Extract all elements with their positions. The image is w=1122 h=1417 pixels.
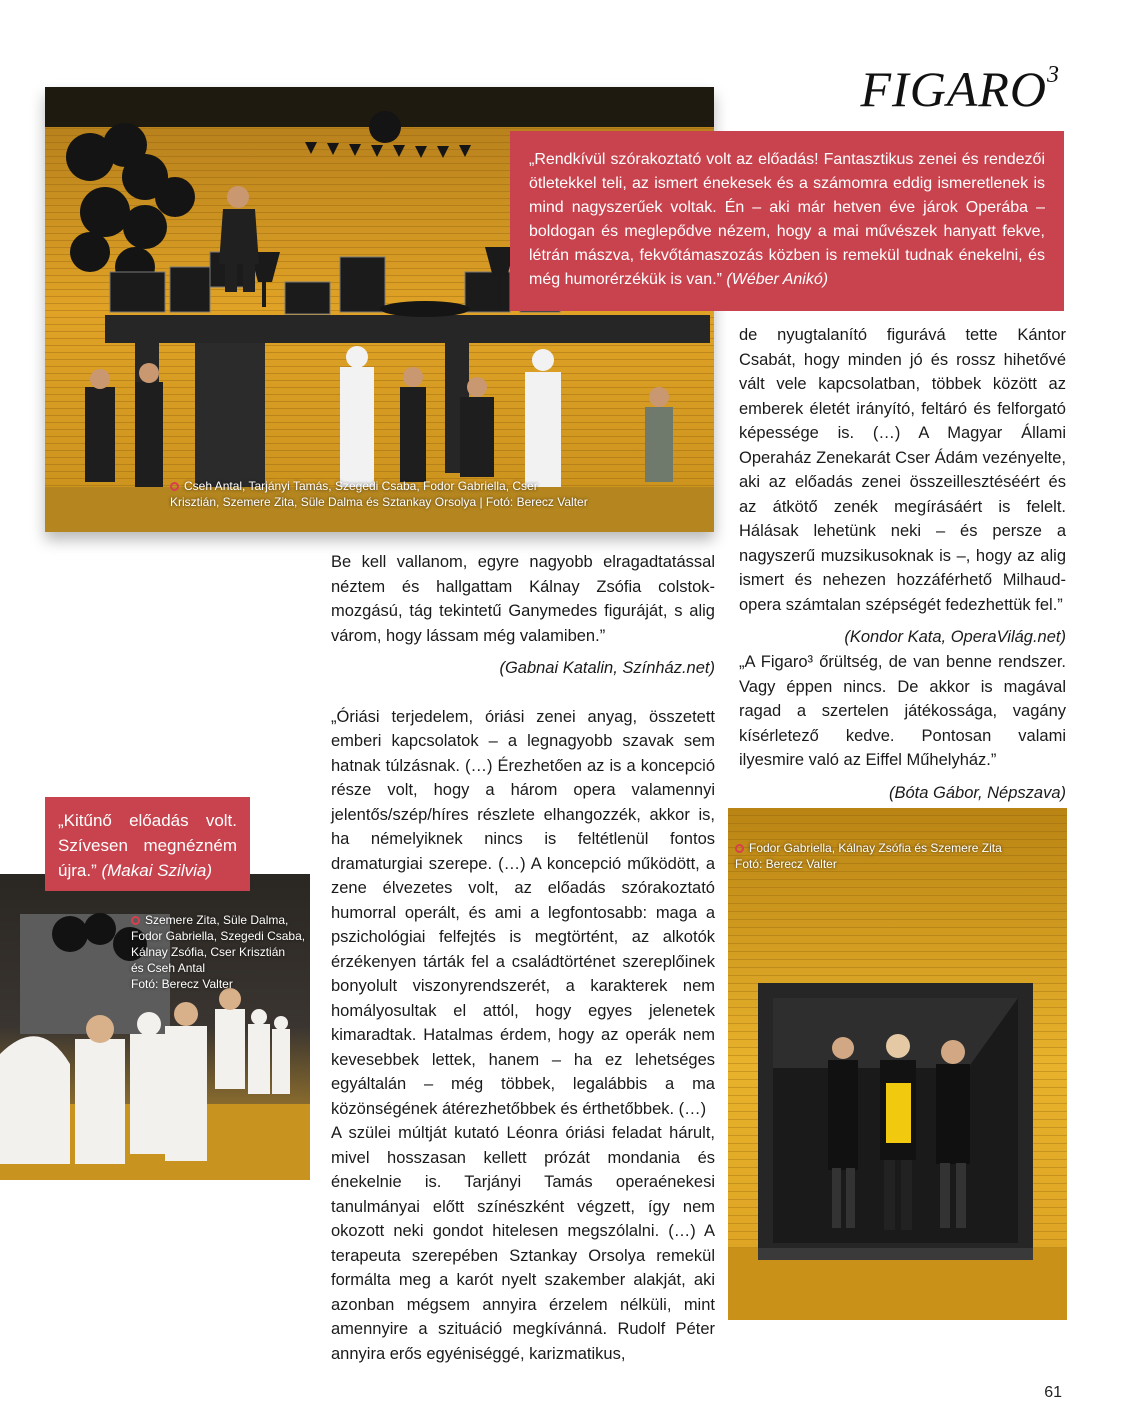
page-number: 61 [1044,1384,1062,1401]
quote-text: „Kitűnő előadás volt. Szívesen megnézném újra.” [58,811,237,880]
quote-text: „Rendkívül szórakoztató volt az előadás! Fantasztikus zenei és rendezői ötletekkel teli, az ismert énekesek és a számomra eddig ismeretlenek is mind nagyszerűek voltak. Én – aki már hetven éve járok Operába – boldogan és meglepődve nézem, hogy a mai művészek hanyatt fekve, létrán mászva, fekvőtámaszozás közben is remekül tudnak énekelni, és még humorérzékük is van.” [529,151,1045,288]
article-paragraph: „A Figaro³ őrültség, de van benne rendszer. Vagy éppen nincs. De akkor is magával ragad a szertelen játékossága, vagány kísérletező kedve. Pontosan valami ilyesmire való az Eiffel Műhelyház.” [739,653,1066,769]
article-column-right-upper [739,323,1066,650]
caption-marker-icon [735,844,744,853]
article-column-center [331,550,715,1366]
photo-caption-3: Fodor Gabriella, Kálnay Zsófia és Szemere Zita Fotó: Berecz Valter [735,841,1002,871]
article-paragraph: A szülei múltját kutató Léonra óriási feladat hárult, mivel hosszasan kellett prózát mondania és énekelnie is. Tarjányi Tamás operaénekesi tanulmányai előtt színészként végzett, így nem okozott neki gondot hitelesen megszólalni. (…) A terapeuta szerepében Sztankay Orsolya remekül formálta meg a karót nyelt szakember alakját, aki azonban mégsem annyira érzelem nélküli, mint amennyire a szituáció megkívánná. Rudolf Péter annyira erős egyéniséggé, karizmatikus, [331,1124,715,1363]
quote-author: (Wéber Anikó) [726,271,829,288]
photo-caption-1: Cseh Antal, Tarjányi Tamás, Szegedi Csaba, Fodor Gabriella, Cser Krisztián, Szemere Zita, Süle Dalma és Sztankay Orsolya | Fotó: Berecz Valter [170,479,588,509]
article-paragraph: de nyugtalanító figurává tette Kántor Csabát, hogy minden jó és rossz hihetővé vált vele kapcsolatban, többek között az emberek életét irányító, feltáró és felforgató képessége is. (…) A Magyar Állami Operaház Zenekarát Cser Ádám vezényelte, aki az előadás zenei összeillesztéséért és az átkötő zenék megírásáért is felelt. Hálásak lehetünk neki – és persze a nagyszerű muzsikusoknak is –, hogy az alig ismert és nehezen hozzáférhető Milhaud-opera számtalan szépségét fedezhettük fel.” [739,326,1066,614]
magazine-section-title: FIGARO$^3$ [860,61,1060,117]
quote-attribution: (Gabnai Katalin, Színház.net) [499,659,715,677]
quote-attribution: (Bóta Gábor, Népszava) [888,783,1066,802]
photo-caption-2: Szemere Zita, Süle Dalma, Fodor Gabriella, Szegedi Csaba, Kálnay Zsófia, Cser Krisztián és Cseh Antal Fotó: Berecz Valter [131,913,306,991]
article-paragraph: „Óriási terjedelem, óriási zenei anyag, összetett emberi kapcsolatok – a legnagyobb szavak sem hatnak túlzásnak. (…) Érezhetően az is a koncepció része volt, hogy a három opera valamennyi jelentős/szép/híres részlete elhangozzék, akkor is, ha némelyiknek nincs is feltétlenül fontos dramaturgiai szerepe. (…) A koncepció működött, a zene élvezetes volt, az előadás szórakoztató humorral operált, és ami a legfontosabb: maga a pszichológiai felfejtés is megtörtént, az alkotók érzékenyen tárták fel a családtörténet szereplőinek bonyolult viszonyrendszerét, a karakterek nem homályosultak el attól, hogy egyes jelenetek kimaradtak. Hatalmas érdem, hogy az operák nem kevesebbek lettek, hanem – ha ez lehetséges egyáltalán – még többek, legalábbis a ma közönségének átérezhetőbbek és érthetőbbek. (…) [331,707,715,1118]
quote-attribution: (Kondor Kata, OperaVilág.net) [844,628,1066,646]
quote-author: (Makai Szilvia) [101,861,212,880]
article-paragraph: Be kell vallanom, egyre nagyobb elragadtatással néztem és hallgattam Kálnay Zsófia colstok-mozgású, tág tekintetű Ganymedes figuráját, s alig várom, hogy lássam még valamiben.” [331,553,715,645]
reader-quote-box-1 [510,131,1064,311]
caption-marker-icon [170,482,179,491]
article-column-right-middle [739,650,1066,805]
caption-marker-icon [131,916,140,925]
stage-photo-black-box [728,808,1067,1320]
reader-quote-box-2 [45,797,250,891]
